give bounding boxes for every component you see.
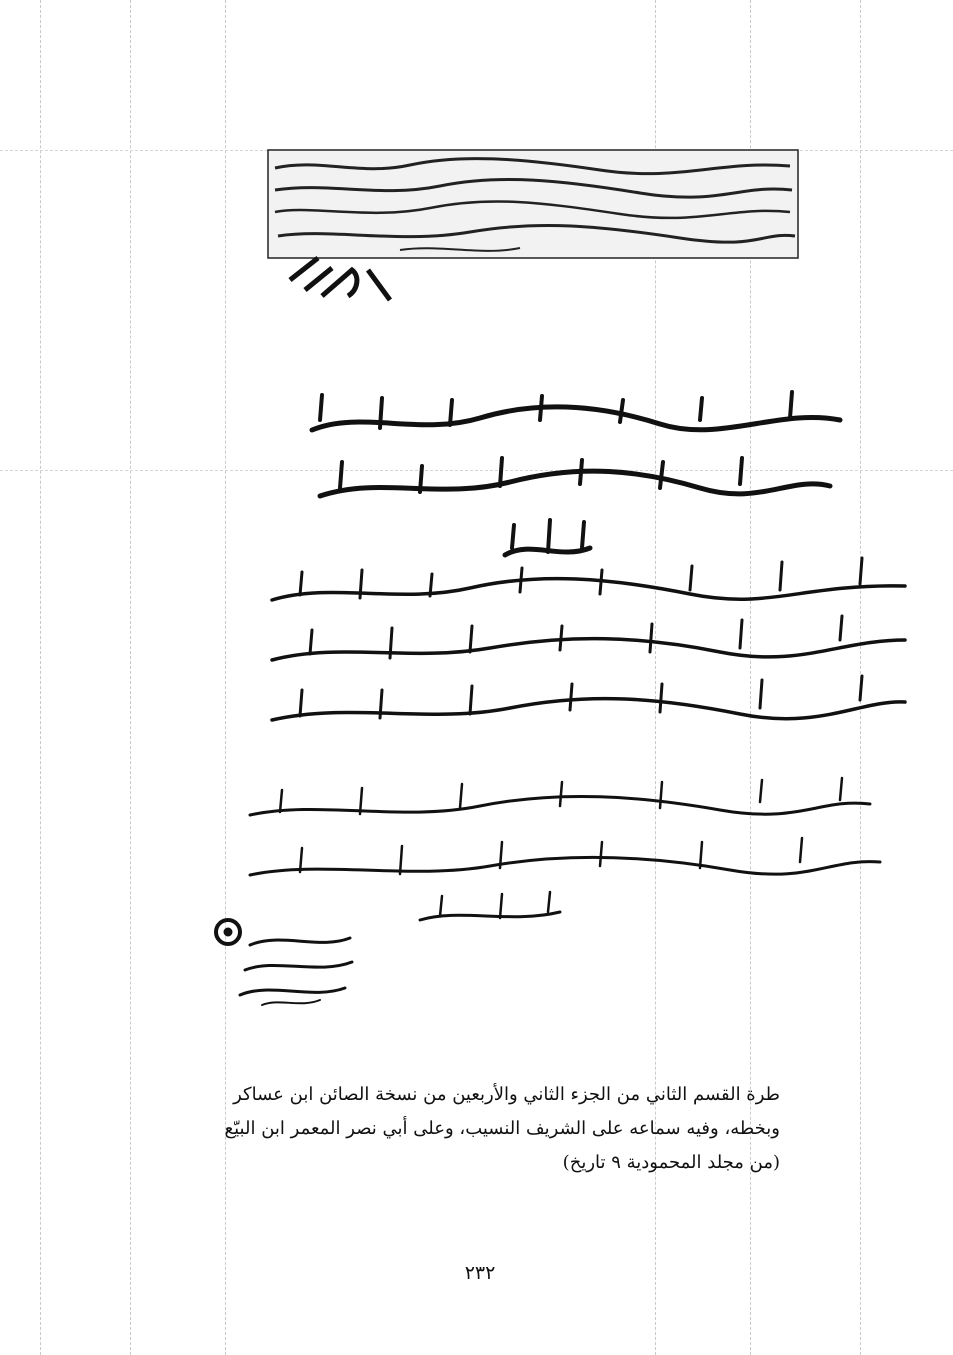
manuscript-seal-and-notes — [216, 920, 352, 1005]
page-number: ٢٣٢ — [464, 1262, 496, 1284]
manuscript-audition-note — [250, 778, 880, 920]
caption-line: وبخطه، وفيه سماعه على الشريف النسيب، وعلى أبي نصر المعمر ابن البيّع — [224, 1118, 780, 1139]
caption-source-line: (من مجلد المحمودية ٩ تاريخ) — [562, 1152, 780, 1173]
manuscript-title-block — [312, 392, 840, 555]
figure-caption — [150, 1078, 780, 1180]
manuscript-folio-number — [290, 258, 390, 300]
manuscript-label-strip — [268, 150, 798, 258]
manuscript-text-lines — [272, 558, 905, 720]
caption-line: طرة القسم الثاني من الجزء الثاني والأربعين من نسخة الصائن ابن عساكر — [233, 1084, 780, 1105]
